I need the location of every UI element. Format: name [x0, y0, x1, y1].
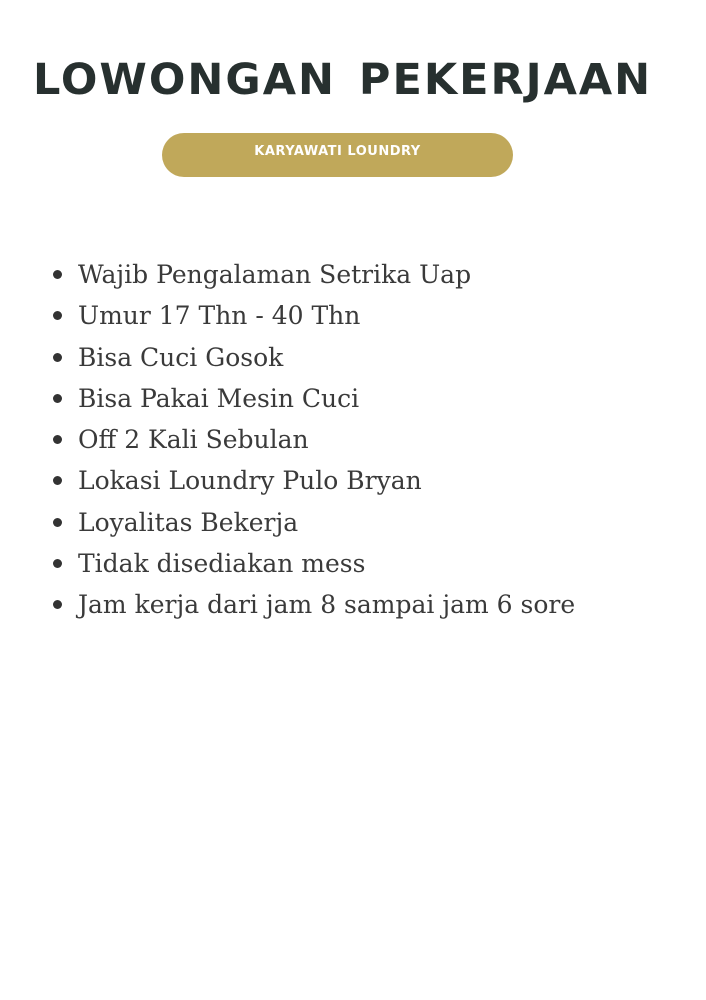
requirement-text: Bisa Cuci Gosok — [78, 342, 284, 372]
bullet-icon — [53, 311, 62, 320]
list-item — [78, 460, 575, 501]
requirement-text: Tidak disediakan mess — [78, 549, 366, 579]
bullet-icon — [53, 518, 62, 527]
requirement-text: Jam kerja dari jam 8 sampai jam 6 sore — [78, 590, 576, 620]
list-item — [78, 584, 575, 625]
list-item — [78, 543, 575, 584]
bullet-icon — [53, 394, 62, 403]
bullet-icon — [53, 435, 62, 444]
bullet-icon — [53, 559, 62, 568]
requirement-text: Lokasi Loundry Pulo Bryan — [78, 466, 422, 496]
position-badge — [162, 133, 513, 177]
list-item — [78, 337, 575, 378]
requirement-text: Wajib Pengalaman Setrika Uap — [78, 260, 472, 289]
bullet-icon — [53, 353, 62, 362]
requirement-text: Umur 17 Thn - 40 Thn — [78, 301, 361, 331]
bullet-icon — [53, 600, 62, 609]
requirements-list — [78, 254, 575, 626]
position-badge-label: KARYAWATI LOUNDRY — [254, 143, 421, 159]
list-item — [78, 378, 575, 419]
requirement-text: Bisa Pakai Mesin Cuci — [78, 383, 360, 413]
list-item — [78, 295, 575, 336]
requirement-text: Loyalitas Bekerja — [78, 507, 299, 537]
list-item — [78, 254, 575, 295]
list-item — [78, 502, 575, 543]
bullet-icon — [53, 270, 62, 279]
page-title: LOWONGAN PEKERJAAN — [33, 55, 653, 105]
requirement-text: Off 2 Kali Sebulan — [78, 425, 309, 455]
list-item — [78, 419, 575, 460]
bullet-icon — [53, 476, 62, 485]
